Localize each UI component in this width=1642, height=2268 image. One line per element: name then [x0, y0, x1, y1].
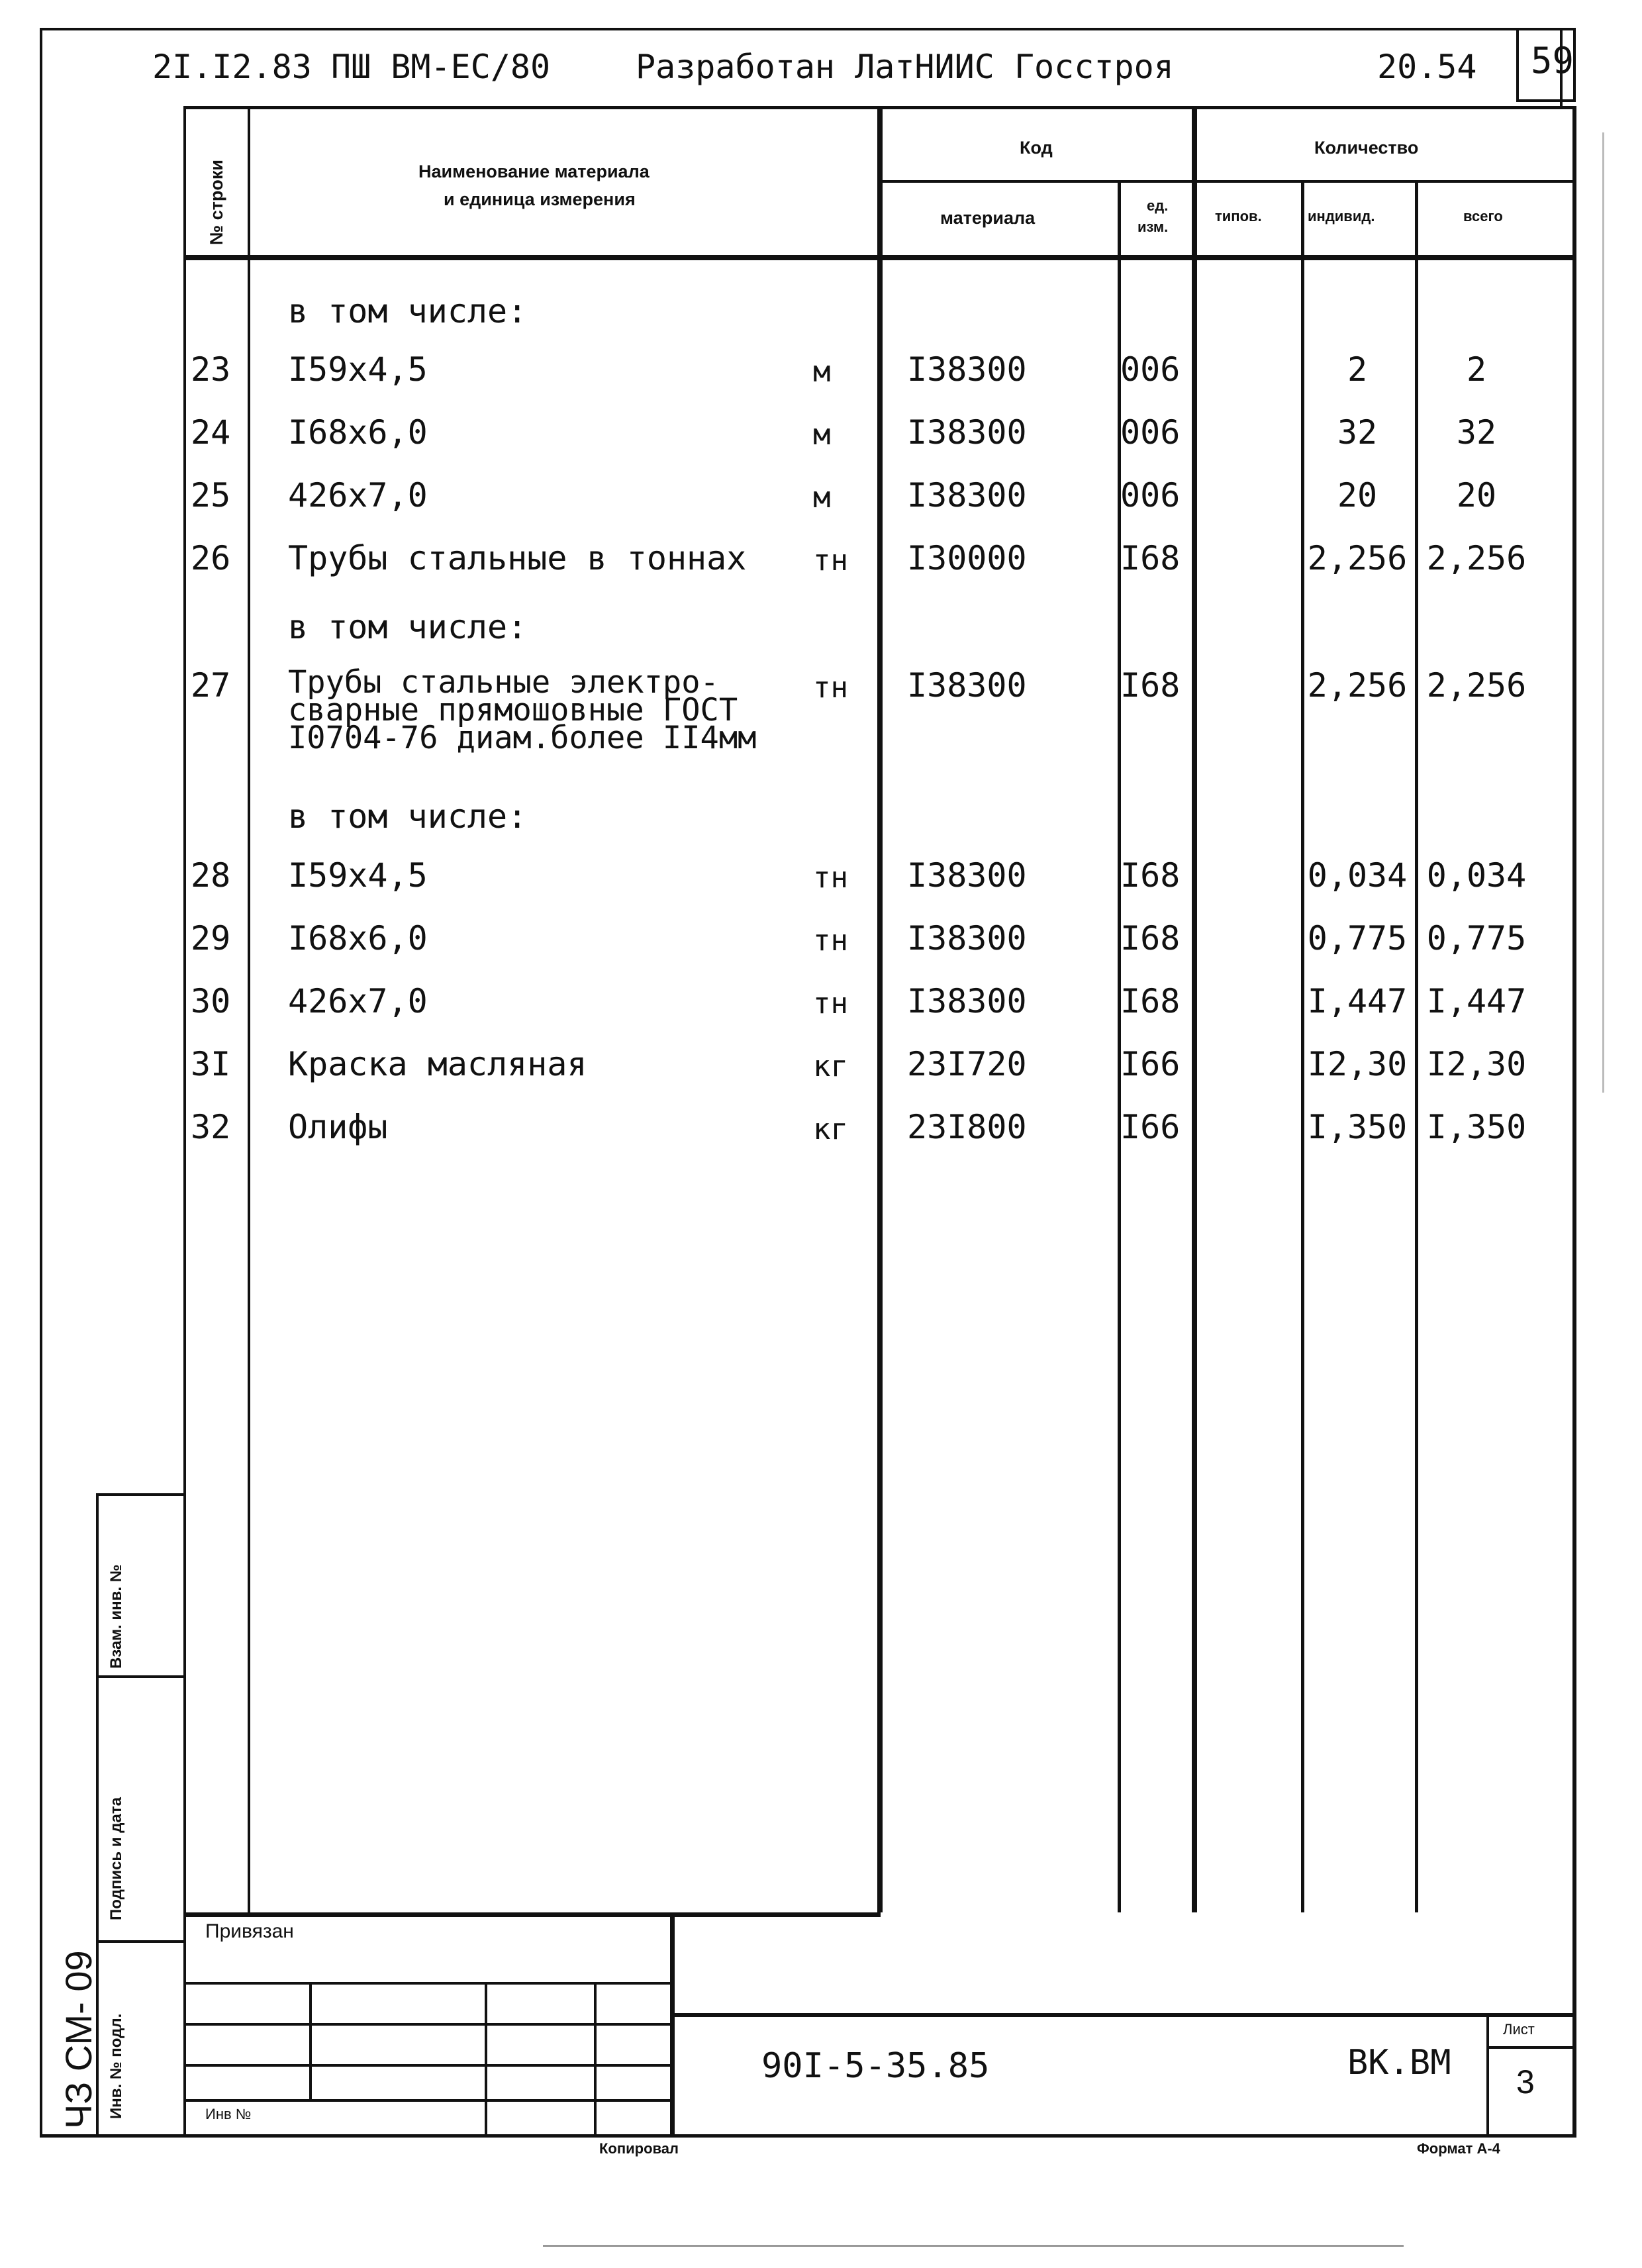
col-qty-typical: типов.	[1215, 208, 1262, 224]
row-qty-total: 32	[1456, 413, 1497, 452]
row-code: 23I800	[907, 1108, 1027, 1146]
row-unit-code: 006	[1120, 476, 1181, 515]
row-unit: м	[813, 418, 831, 452]
row-unit: тн	[813, 544, 848, 577]
doc-code: 90I-5-35.85	[761, 2046, 990, 2086]
col-name-line2: и единица измерения	[444, 189, 636, 209]
row-name: Краска масляная	[288, 1045, 587, 1083]
sheet-code: ВК.ВМ	[1347, 2043, 1451, 2083]
col-code-material: материала	[940, 208, 1036, 228]
col-qty-total: всего	[1463, 208, 1503, 224]
row-name: 426x7,0	[288, 476, 428, 515]
sheet-label: Лист	[1503, 2021, 1535, 2038]
row-qty-individual: 2,256	[1307, 539, 1408, 577]
col-code-unit-l1: ед.	[1147, 197, 1169, 214]
row-number: 29	[191, 919, 231, 958]
row-name: Трубы стальные в тоннах	[288, 539, 747, 577]
stamp-podpis: Подпись и дата	[107, 1797, 125, 1920]
row-code: I38300	[907, 982, 1027, 1020]
row-qty-individual: 20	[1337, 476, 1378, 515]
row-code: I38300	[907, 350, 1027, 389]
row-number: 25	[191, 476, 231, 515]
header-date: 2I.I2.83	[152, 48, 312, 86]
col-code-group: Код	[1020, 138, 1053, 158]
footer-copied: Копировал	[599, 2140, 679, 2157]
row-name: Олифы	[288, 1108, 388, 1146]
row-code: I38300	[907, 476, 1027, 515]
scan-artifact-line	[1602, 132, 1604, 1093]
row-qty-individual: I,447	[1307, 982, 1408, 1020]
row-number: 27	[191, 666, 231, 705]
row-qty-total: 20	[1456, 476, 1497, 515]
row-name: I68x6,0	[288, 919, 428, 958]
row-name: 426x7,0	[288, 982, 428, 1020]
inv-no-label: Инв №	[205, 2106, 252, 2122]
row-number: 28	[191, 856, 231, 895]
row-number: 3I	[191, 1045, 231, 1083]
row-qty-total: I,447	[1426, 982, 1527, 1020]
row-qty-individual: 0,034	[1307, 856, 1408, 895]
row-qty-total: I,350	[1426, 1108, 1527, 1146]
row-unit: кг	[813, 1112, 848, 1146]
row-unit-code: I68	[1120, 982, 1181, 1020]
col-qty-group: Количество	[1314, 138, 1419, 158]
row-name: в том числе:	[288, 292, 528, 330]
row-unit-code: I66	[1120, 1108, 1181, 1146]
row-unit-code: I68	[1120, 539, 1181, 577]
row-number: 23	[191, 350, 231, 389]
privyazan-label: Привязан	[205, 1920, 294, 1942]
row-unit: м	[813, 481, 831, 515]
page-number: 59	[1531, 40, 1574, 81]
row-unit: тн	[813, 987, 848, 1020]
row-number: 24	[191, 413, 231, 452]
row-unit-code: 006	[1120, 350, 1181, 389]
col-name-line1: Наименование материала	[418, 162, 650, 181]
row-code: I38300	[907, 856, 1027, 895]
row-qty-individual: 2	[1347, 350, 1368, 389]
row-unit: тн	[813, 671, 848, 705]
row-unit: тн	[813, 924, 848, 958]
row-qty-total: 0,034	[1426, 856, 1527, 895]
row-name: I59x4,5	[288, 350, 428, 389]
row-number: 30	[191, 982, 231, 1020]
row-qty-total: I2,30	[1426, 1045, 1527, 1083]
row-number: 26	[191, 539, 231, 577]
row-unit-code: I68	[1120, 856, 1181, 895]
row-code: I30000	[907, 539, 1027, 577]
row-number: 32	[191, 1108, 231, 1146]
scan-artifact-line	[543, 2245, 1404, 2247]
row-name: в том числе:	[288, 608, 528, 646]
row-unit: кг	[813, 1050, 848, 1083]
col-qty-individual: индивид.	[1308, 208, 1375, 224]
row-name: Трубы стальные электро- сварные прямошовные ГОСТ I0704-76 диам.более II4мм	[288, 664, 757, 756]
row-unit: тн	[813, 861, 848, 895]
row-qty-total: 0,775	[1426, 919, 1527, 958]
row-qty-total: 2	[1466, 350, 1487, 389]
row-unit-code: 006	[1120, 413, 1181, 452]
sheet-number: 3	[1516, 2063, 1535, 2100]
row-unit: м	[813, 355, 831, 389]
row-unit-code: I68	[1120, 666, 1181, 705]
row-code: I38300	[907, 666, 1027, 705]
header-ref-number: 20.54	[1377, 48, 1477, 86]
stamp-inv-code: ЧЗ СМ- 09	[58, 1950, 99, 2129]
row-qty-individual: 0,775	[1307, 919, 1408, 958]
header-developer: Разработан ЛатНИИС Госстроя	[636, 48, 1174, 86]
row-qty-individual: 2,256	[1307, 666, 1408, 705]
row-name: I68x6,0	[288, 413, 428, 452]
row-qty-individual: 32	[1337, 413, 1378, 452]
row-name: I59x4,5	[288, 856, 428, 895]
stamp-vzam: Взам. инв. №	[107, 1564, 125, 1669]
row-unit-code: I68	[1120, 919, 1181, 958]
row-qty-total: 2,256	[1426, 666, 1527, 705]
row-code: I38300	[907, 413, 1027, 452]
row-qty-individual: I,350	[1307, 1108, 1408, 1146]
row-code: 23I720	[907, 1045, 1027, 1083]
row-code: I38300	[907, 919, 1027, 958]
header-code: ПШ ВМ-ЕС/80	[331, 48, 551, 86]
row-qty-individual: I2,30	[1307, 1045, 1408, 1083]
col-row-number: № строки	[207, 160, 226, 245]
stamp-inv-podl: Инв. № подл.	[107, 2013, 125, 2119]
row-name: в том числе:	[288, 797, 528, 836]
col-code-unit-l2: изм.	[1137, 219, 1169, 235]
row-qty-total: 2,256	[1426, 539, 1527, 577]
footer-format: Формат А-4	[1417, 2140, 1500, 2157]
row-unit-code: I66	[1120, 1045, 1181, 1083]
